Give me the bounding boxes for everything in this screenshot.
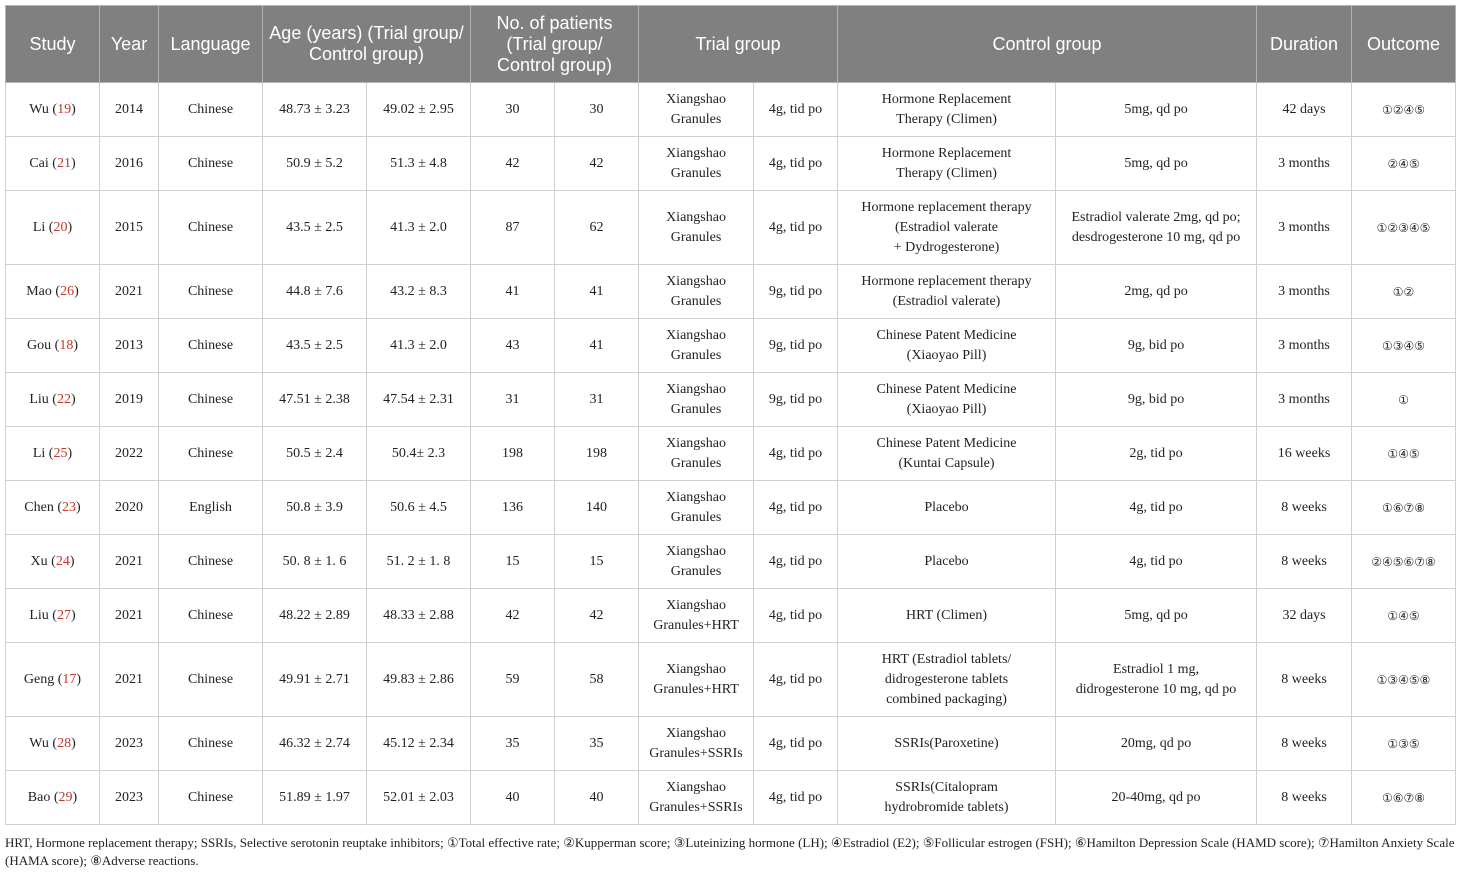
trial-group-cell — [639, 427, 754, 481]
age-trial-cell: 50.9 ± 5.2 — [263, 137, 367, 191]
header-patients-line3: Control group) — [496, 54, 613, 75]
control-group-cell — [838, 373, 1056, 427]
age-control-cell: 50.6 ± 4.5 — [367, 481, 471, 535]
cell-line: Hormone Replacement — [881, 145, 1012, 161]
study-cell: Cai (21) — [6, 137, 100, 191]
patients-trial-cell: 41 — [471, 265, 555, 319]
study-author: Li — [32, 445, 46, 461]
reference-link[interactable]: 20 — [53, 219, 68, 235]
cell-line: 9g, bid po — [1127, 391, 1185, 407]
study-author: Gou — [27, 337, 52, 353]
duration-cell: 3 months — [1257, 319, 1352, 373]
trial-group-cell — [639, 265, 754, 319]
language-cell: Chinese — [159, 535, 263, 589]
age-control-cell: 49.02 ± 2.95 — [367, 83, 471, 137]
language-cell: Chinese — [159, 771, 263, 825]
year-cell: 2019 — [100, 373, 159, 427]
trial-group-cell — [639, 535, 754, 589]
age-control-cell: 43.2 ± 8.3 — [367, 265, 471, 319]
cell-line: Granules — [670, 563, 722, 579]
age-trial-cell: 46.32 ± 2.74 — [263, 717, 367, 771]
control-dose-cell — [1056, 481, 1257, 535]
table-row — [6, 265, 1456, 319]
table-row — [6, 83, 1456, 137]
trial-group-cell — [639, 589, 754, 643]
trial-group-cell — [639, 83, 754, 137]
year-cell: 2021 — [100, 589, 159, 643]
control-dose-cell — [1056, 589, 1257, 643]
patients-control-cell: 198 — [555, 427, 639, 481]
outcome-cell: ①⑥⑦⑧ — [1352, 771, 1456, 825]
control-dose-cell — [1056, 717, 1257, 771]
patients-control-cell: 40 — [555, 771, 639, 825]
trial-group-cell — [639, 373, 754, 427]
trial-group-cell — [639, 319, 754, 373]
patients-control-cell: 41 — [555, 265, 639, 319]
language-cell: Chinese — [159, 427, 263, 481]
patients-trial-cell: 35 — [471, 717, 555, 771]
cell-line: 2g, tid po — [1129, 445, 1183, 461]
table-row — [6, 481, 1456, 535]
outcome-cell: ②④⑤ — [1352, 137, 1456, 191]
reference-link[interactable]: 19 — [57, 101, 72, 117]
cell-line: 5mg, qd po — [1124, 101, 1188, 117]
study-author: Liu — [29, 391, 49, 407]
control-group-cell — [838, 717, 1056, 771]
header-outcome: Outcome — [1352, 6, 1456, 83]
study-cell: Gou (18) — [6, 319, 100, 373]
language-cell: Chinese — [159, 319, 263, 373]
patients-control-cell: 58 — [555, 643, 639, 717]
table-row — [6, 137, 1456, 191]
age-trial-cell: 49.91 ± 2.71 — [263, 643, 367, 717]
cell-line: didrogesterone tablets — [884, 671, 1009, 687]
study-author: Mao — [26, 283, 52, 299]
age-control-cell: 52.01 ± 2.03 — [367, 771, 471, 825]
cell-line: Xiangshao — [666, 489, 726, 505]
header-row — [6, 6, 1456, 83]
patients-control-cell: 140 — [555, 481, 639, 535]
cell-line: Chinese Patent Medicine — [876, 327, 1017, 343]
age-control-cell: 45.12 ± 2.34 — [367, 717, 471, 771]
outcome-cell: ① — [1352, 373, 1456, 427]
patients-control-cell: 41 — [555, 319, 639, 373]
cell-line: Granules — [670, 111, 722, 127]
cell-line: Granules — [670, 229, 722, 245]
cell-line: Granules — [670, 165, 722, 181]
duration-cell: 8 weeks — [1257, 535, 1352, 589]
trial-dose-cell: 4g, tid po — [754, 83, 838, 137]
cell-line: Xiangshao — [666, 273, 726, 289]
age-trial-cell: 50.8 ± 3.9 — [263, 481, 367, 535]
control-dose-cell — [1056, 137, 1257, 191]
age-trial-cell: 44.8 ± 7.6 — [263, 265, 367, 319]
cell-line: 4g, tid po — [1129, 499, 1183, 515]
cell-line: Xiangshao — [666, 725, 726, 741]
cell-line: Granules — [670, 347, 722, 363]
cell-line: (Estradiol valerate — [895, 219, 999, 235]
cell-line: Granules — [670, 455, 722, 471]
outcome-cell: ①④⑤ — [1352, 427, 1456, 481]
study-author: Wu — [29, 101, 49, 117]
cell-line: Hormone replacement therapy — [861, 199, 1032, 215]
trial-dose-cell: 4g, tid po — [754, 481, 838, 535]
reference-link[interactable]: 29 — [58, 789, 73, 805]
cell-line: HRT (Climen) — [906, 607, 987, 623]
control-group-cell — [838, 83, 1056, 137]
age-control-cell: 48.33 ± 2.88 — [367, 589, 471, 643]
cell-line: Granules+SSRIs — [649, 799, 743, 815]
year-cell: 2015 — [100, 191, 159, 265]
control-group-cell — [838, 319, 1056, 373]
age-control-cell: 49.83 ± 2.86 — [367, 643, 471, 717]
year-cell: 2021 — [100, 643, 159, 717]
patients-control-cell: 42 — [555, 137, 639, 191]
patients-trial-cell: 15 — [471, 535, 555, 589]
cell-line: Granules+HRT — [653, 617, 739, 633]
age-trial-cell: 50.5 ± 2.4 — [263, 427, 367, 481]
trial-group-cell — [639, 137, 754, 191]
study-cell: Wu (19) — [6, 83, 100, 137]
cell-line: Estradiol valerate 2mg, qd po; — [1071, 209, 1241, 225]
age-control-cell: 47.54 ± 2.31 — [367, 373, 471, 427]
table-row — [6, 191, 1456, 265]
trial-dose-cell: 9g, tid po — [754, 373, 838, 427]
cell-line: Granules — [670, 509, 722, 525]
study-author: Cai — [29, 155, 49, 171]
cell-line: Therapy (Climen) — [896, 165, 997, 181]
age-trial-cell: 43.5 ± 2.5 — [263, 319, 367, 373]
year-cell: 2013 — [100, 319, 159, 373]
age-control-cell: 41.3 ± 2.0 — [367, 191, 471, 265]
cell-line: (Estradiol valerate) — [892, 293, 1001, 309]
year-cell: 2021 — [100, 265, 159, 319]
year-cell: 2014 — [100, 83, 159, 137]
duration-cell: 8 weeks — [1257, 771, 1352, 825]
outcome-cell: ①③④⑤⑧ — [1352, 643, 1456, 717]
cell-line: Granules — [670, 293, 722, 309]
duration-cell: 32 days — [1257, 589, 1352, 643]
control-dose-cell — [1056, 373, 1257, 427]
patients-trial-cell: 43 — [471, 319, 555, 373]
control-dose-cell — [1056, 265, 1257, 319]
language-cell: Chinese — [159, 137, 263, 191]
header-year: Year — [100, 6, 159, 83]
trial-dose-cell: 4g, tid po — [754, 771, 838, 825]
study-author: Geng — [23, 671, 55, 687]
control-dose-cell — [1056, 771, 1257, 825]
cell-line: Hormone replacement therapy — [861, 273, 1032, 289]
reference-link[interactable]: 23 — [62, 499, 77, 515]
cell-line: (Xiaoyao Pill) — [906, 347, 987, 363]
language-cell: Chinese — [159, 589, 263, 643]
cell-line: Placebo — [924, 553, 969, 569]
study-author: Li — [32, 219, 46, 235]
duration-cell: 8 weeks — [1257, 717, 1352, 771]
patients-trial-cell: 31 — [471, 373, 555, 427]
trial-dose-cell: 4g, tid po — [754, 717, 838, 771]
study-author: Wu — [29, 735, 49, 751]
study-cell: Mao (26) — [6, 265, 100, 319]
duration-cell: 16 weeks — [1257, 427, 1352, 481]
year-cell: 2016 — [100, 137, 159, 191]
language-cell: Chinese — [159, 83, 263, 137]
control-dose-cell — [1056, 319, 1257, 373]
age-trial-cell: 51.89 ± 1.97 — [263, 771, 367, 825]
trial-dose-cell: 4g, tid po — [754, 643, 838, 717]
cell-line: Chinese Patent Medicine — [876, 381, 1017, 397]
age-trial-cell: 43.5 ± 2.5 — [263, 191, 367, 265]
header-age-line1: Age (years) (Trial group/ — [269, 23, 464, 43]
language-cell: Chinese — [159, 191, 263, 265]
study-author: Liu — [29, 607, 49, 623]
study-cell: Li (20) — [6, 191, 100, 265]
patients-trial-cell: 40 — [471, 771, 555, 825]
cell-line: Xiangshao — [666, 91, 726, 107]
cell-line: Therapy (Climen) — [896, 111, 997, 127]
control-dose-cell — [1056, 83, 1257, 137]
cell-line: SSRIs(Citalopram — [895, 779, 998, 795]
reference-link[interactable]: 26 — [60, 283, 75, 299]
table-row — [6, 427, 1456, 481]
cell-line: Xiangshao — [666, 543, 726, 559]
patients-trial-cell: 42 — [471, 589, 555, 643]
outcome-cell: ①③④⑤ — [1352, 319, 1456, 373]
trial-group-cell — [639, 771, 754, 825]
outcome-cell: ①②④⑤ — [1352, 83, 1456, 137]
table-row — [6, 373, 1456, 427]
reference-link[interactable]: 21 — [56, 155, 71, 171]
header-patients-line2: (Trial group/ — [506, 33, 603, 54]
language-cell: Chinese — [159, 717, 263, 771]
age-trial-cell: 48.22 ± 2.89 — [263, 589, 367, 643]
study-cell: Bao (29) — [6, 771, 100, 825]
cell-line: Granules+SSRIs — [649, 745, 743, 761]
study-cell: Wu (28) — [6, 717, 100, 771]
outcome-cell: ②④⑤⑥⑦⑧ — [1352, 535, 1456, 589]
cell-line: Granules+HRT — [653, 681, 739, 697]
age-control-cell: 51.3 ± 4.8 — [367, 137, 471, 191]
reference-link[interactable]: 17 — [62, 671, 77, 687]
language-cell: Chinese — [159, 373, 263, 427]
control-group-cell — [838, 191, 1056, 265]
year-cell: 2023 — [100, 717, 159, 771]
header-study: Study — [6, 6, 100, 83]
duration-cell: 3 months — [1257, 191, 1352, 265]
language-cell: English — [159, 481, 263, 535]
study-author: Chen — [24, 499, 54, 515]
patients-trial-cell: 87 — [471, 191, 555, 265]
trial-group-cell — [639, 481, 754, 535]
table-row — [6, 643, 1456, 717]
study-author: Xu — [30, 553, 48, 569]
cell-line: Xiangshao — [666, 327, 726, 343]
cell-line: Xiangshao — [666, 779, 726, 795]
header-patients-line1: No. of patients — [496, 12, 613, 33]
cell-line: + Dydrogesterone) — [893, 239, 1000, 255]
table-row — [6, 717, 1456, 771]
reference-link[interactable]: 18 — [59, 337, 74, 353]
header-patients — [471, 6, 639, 83]
header-control-group: Control group — [838, 6, 1257, 83]
control-group-cell — [838, 481, 1056, 535]
cell-line: 2mg, qd po — [1124, 283, 1188, 299]
cell-line: Xiangshao — [666, 381, 726, 397]
table-row — [6, 319, 1456, 373]
cell-line: SSRIs(Paroxetine) — [894, 735, 999, 751]
outcome-cell: ①② — [1352, 265, 1456, 319]
cell-line: 9g, bid po — [1127, 337, 1185, 353]
cell-line: 4g, tid po — [1129, 553, 1183, 569]
duration-cell: 42 days — [1257, 83, 1352, 137]
trial-group-cell — [639, 717, 754, 771]
outcome-cell: ①⑥⑦⑧ — [1352, 481, 1456, 535]
patients-trial-cell: 136 — [471, 481, 555, 535]
cell-line: Xiangshao — [666, 435, 726, 451]
cell-line: hydrobromide tablets) — [884, 799, 1009, 815]
cell-line: Xiangshao — [666, 661, 726, 677]
language-cell: Chinese — [159, 265, 263, 319]
reference-link[interactable]: 27 — [56, 607, 71, 623]
table-body — [6, 83, 1456, 825]
study-author: Bao — [27, 789, 51, 805]
header-age-line2: Control group) — [308, 44, 425, 64]
cell-line: didrogesterone 10 mg, qd po — [1075, 681, 1237, 697]
duration-cell: 3 months — [1257, 137, 1352, 191]
duration-cell: 3 months — [1257, 373, 1352, 427]
duration-cell: 8 weeks — [1257, 643, 1352, 717]
control-dose-cell — [1056, 535, 1257, 589]
cell-line: Xiangshao — [666, 209, 726, 225]
trial-group-cell — [639, 191, 754, 265]
cell-line: 5mg, qd po — [1124, 155, 1188, 171]
reference-link[interactable]: 25 — [53, 445, 68, 461]
study-characteristics-table — [5, 5, 1456, 825]
study-cell: Chen (23) — [6, 481, 100, 535]
patients-control-cell: 42 — [555, 589, 639, 643]
cell-line: Granules — [670, 401, 722, 417]
patients-control-cell: 31 — [555, 373, 639, 427]
patients-control-cell: 15 — [555, 535, 639, 589]
header-duration: Duration — [1257, 6, 1352, 83]
header-age — [263, 6, 471, 83]
cell-line: Xiangshao — [666, 597, 726, 613]
study-cell: Liu (22) — [6, 373, 100, 427]
trial-dose-cell: 4g, tid po — [754, 137, 838, 191]
cell-line: desdrogesterone 10 mg, qd po — [1071, 229, 1241, 245]
cell-line: Chinese Patent Medicine — [876, 435, 1017, 451]
trial-dose-cell: 9g, tid po — [754, 265, 838, 319]
patients-trial-cell: 42 — [471, 137, 555, 191]
trial-dose-cell: 4g, tid po — [754, 535, 838, 589]
table-wrapper — [5, 5, 1455, 825]
year-cell: 2023 — [100, 771, 159, 825]
age-control-cell: 50.4± 2.3 — [367, 427, 471, 481]
control-group-cell — [838, 771, 1056, 825]
cell-line: Estradiol 1 mg, — [1113, 661, 1199, 677]
trial-group-cell — [639, 643, 754, 717]
trial-dose-cell: 4g, tid po — [754, 191, 838, 265]
age-control-cell: 41.3 ± 2.0 — [367, 319, 471, 373]
header-trial-group: Trial group — [639, 6, 838, 83]
trial-dose-cell: 4g, tid po — [754, 427, 838, 481]
header-language: Language — [159, 6, 263, 83]
patients-control-cell: 30 — [555, 83, 639, 137]
outcome-cell: ①③⑤ — [1352, 717, 1456, 771]
patients-control-cell: 35 — [555, 717, 639, 771]
language-cell: Chinese — [159, 643, 263, 717]
study-cell: Geng (17) — [6, 643, 100, 717]
duration-cell: 8 weeks — [1257, 481, 1352, 535]
study-cell: Xu (24) — [6, 535, 100, 589]
year-cell: 2020 — [100, 481, 159, 535]
cell-line: 20-40mg, qd po — [1111, 789, 1201, 805]
control-group-cell — [838, 589, 1056, 643]
control-dose-cell — [1056, 643, 1257, 717]
duration-cell: 3 months — [1257, 265, 1352, 319]
study-cell: Liu (27) — [6, 589, 100, 643]
year-cell: 2022 — [100, 427, 159, 481]
patients-trial-cell: 59 — [471, 643, 555, 717]
outcome-cell: ①②③④⑤ — [1352, 191, 1456, 265]
control-group-cell — [838, 137, 1056, 191]
control-group-cell — [838, 535, 1056, 589]
control-group-cell — [838, 427, 1056, 481]
table-row — [6, 535, 1456, 589]
table-row — [6, 589, 1456, 643]
cell-line: combined packaging) — [886, 691, 1007, 707]
age-control-cell: 51. 2 ± 1. 8 — [367, 535, 471, 589]
table-footnote: HRT, Hormone replacement therapy; SSRIs, Selective serotonin reuptake inhibitors; ①Total effective rate; ②Kupperman score; ③Luteinizing hormone (LH); ④Estradiol (E2); ⑤Follicular estrogen (FSH); ⑥Hamilton Depression Scale (HAMD score); ⑦Hamilton Anxiety Scale (HAMA score); ⑧Adverse reactions. — [5, 835, 1455, 868]
cell-line: Placebo — [924, 499, 969, 515]
patients-trial-cell: 30 — [471, 83, 555, 137]
patients-trial-cell: 198 — [471, 427, 555, 481]
cell-line: Hormone Replacement — [881, 91, 1012, 107]
trial-dose-cell: 9g, tid po — [754, 319, 838, 373]
cell-line: HRT (Estradiol tablets/ — [881, 651, 1012, 667]
cell-line: Xiangshao — [666, 145, 726, 161]
cell-line: 5mg, qd po — [1124, 607, 1188, 623]
cell-line: 20mg, qd po — [1120, 735, 1192, 751]
control-dose-cell — [1056, 427, 1257, 481]
trial-dose-cell: 4g, tid po — [754, 589, 838, 643]
control-group-cell — [838, 643, 1056, 717]
patients-control-cell: 62 — [555, 191, 639, 265]
control-group-cell — [838, 265, 1056, 319]
table-row — [6, 771, 1456, 825]
year-cell: 2021 — [100, 535, 159, 589]
age-trial-cell: 48.73 ± 3.23 — [263, 83, 367, 137]
outcome-cell: ①④⑤ — [1352, 589, 1456, 643]
cell-line: (Xiaoyao Pill) — [906, 401, 987, 417]
age-trial-cell: 47.51 ± 2.38 — [263, 373, 367, 427]
reference-link[interactable]: 22 — [56, 391, 71, 407]
age-trial-cell: 50. 8 ± 1. 6 — [263, 535, 367, 589]
study-cell: Li (25) — [6, 427, 100, 481]
reference-link[interactable]: 24 — [55, 553, 70, 569]
cell-line: (Kuntai Capsule) — [898, 455, 995, 471]
reference-link[interactable]: 28 — [57, 735, 72, 751]
control-dose-cell — [1056, 191, 1257, 265]
